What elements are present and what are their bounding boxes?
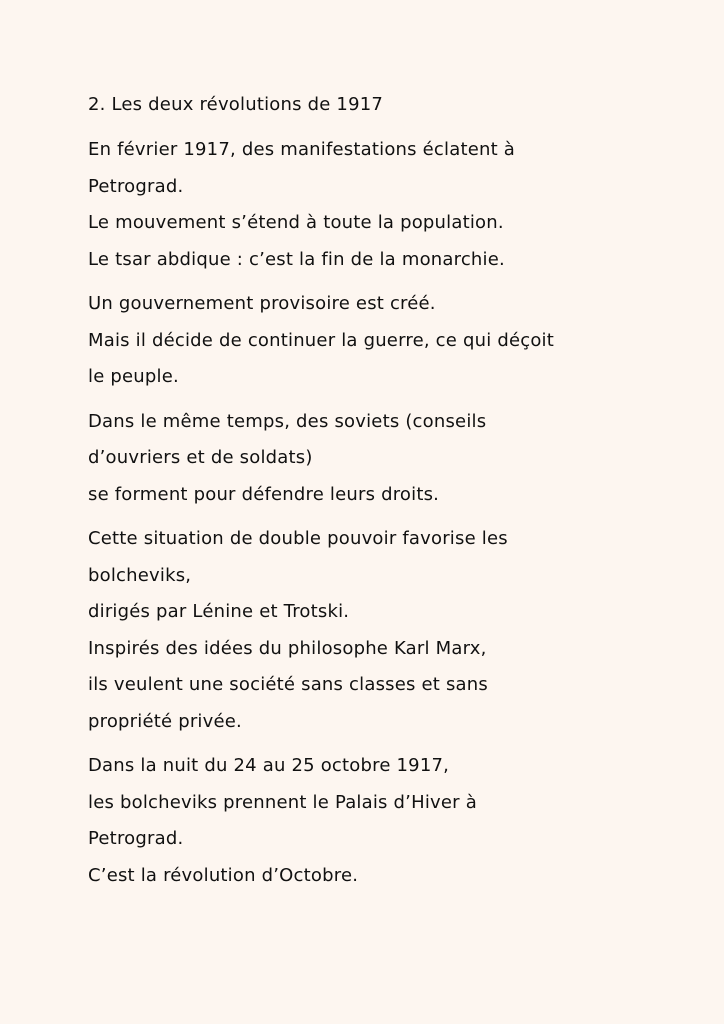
text-line: les bolcheviks prennent le Palais d’Hiver à bbox=[88, 791, 477, 813]
text-line: Petrograd. bbox=[88, 828, 184, 849]
text-line: Le tsar abdique : c’est la fin de la monarchie. bbox=[88, 248, 505, 270]
paragraph-bolsheviks bbox=[88, 521, 664, 740]
text-line: dirigés par Lénine et Trotski. bbox=[88, 601, 350, 622]
paragraph-february-revolution bbox=[88, 132, 664, 278]
text-line: se forment pour défendre leurs droits. bbox=[88, 483, 440, 505]
paragraph-soviets bbox=[88, 404, 664, 514]
text-line: Dans le même temps, des soviets (conseils bbox=[88, 410, 487, 432]
text-line: le peuple. bbox=[88, 366, 179, 387]
text-line: Petrograd. bbox=[88, 175, 184, 197]
text-line: En février 1917, des manifestations éclatent à bbox=[88, 139, 515, 160]
paragraph-october-revolution bbox=[88, 748, 664, 894]
text-line: Un gouvernement provisoire est créé. bbox=[88, 293, 436, 314]
text-line: Le mouvement s’étend à toute la population. bbox=[88, 212, 504, 233]
text-line: C’est la révolution d’Octobre. bbox=[88, 864, 359, 886]
text-line: ils veulent une société sans classes et sans bbox=[88, 674, 488, 695]
paragraph-provisional-government bbox=[88, 286, 664, 396]
text-line: propriété privée. bbox=[88, 710, 242, 732]
text-line: Mais il décide de continuer la guerre, ce qui déçoit bbox=[88, 329, 554, 351]
section-title: 2. Les deux révolutions de 1917 bbox=[88, 94, 384, 115]
text-line: Inspirés des idées du philosophe Karl Marx, bbox=[88, 637, 487, 659]
text-line: Cette situation de double pouvoir favorise les bbox=[88, 528, 508, 549]
text-line: bolcheviks, bbox=[88, 564, 192, 586]
text-line: d’ouvriers et de soldats) bbox=[88, 447, 313, 468]
text-line: Dans la nuit du 24 au 25 octobre 1917, bbox=[88, 755, 450, 776]
